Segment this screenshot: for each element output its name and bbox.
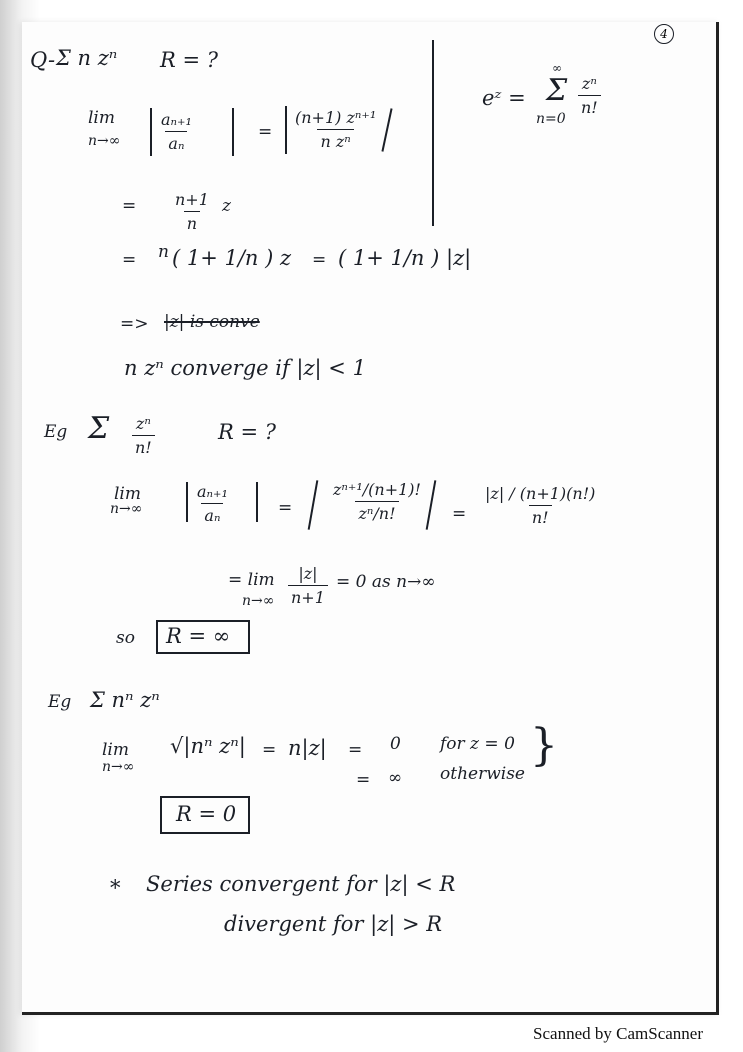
ex1-line2-frac — [172, 190, 212, 233]
ex2-den: n! — [132, 435, 155, 457]
ex1-line3-n: n — [158, 242, 169, 262]
ex1-line2-eq: = — [122, 196, 137, 216]
ex3-eq2: = — [348, 740, 363, 760]
side-sigma: Σ — [546, 73, 568, 108]
ex1-line3-paren: ( 1+ 1/n ) z — [172, 246, 292, 270]
ex2-mid-num: zⁿ⁺¹/(n+1)! — [333, 480, 421, 499]
ex1-series: Σ n zⁿ — [56, 46, 118, 70]
ex1-line3-result: ( 1+ 1/n ) |z| — [338, 246, 472, 270]
ex3-mid: n|z| — [288, 736, 327, 760]
note-line1: Series convergent for |z| < R — [146, 872, 456, 896]
ex1-conclusion: n zⁿ converge if |z| < 1 — [124, 356, 366, 380]
ex2-label: Eg — [44, 422, 68, 442]
ex2-mid-den: zⁿ/n! — [355, 501, 398, 523]
ex1-line2-num: n+1 — [175, 190, 209, 209]
page-number: 4 — [654, 24, 674, 44]
ex1-label: Q- — [30, 48, 56, 72]
ex1-expr-den: n zⁿ — [317, 129, 353, 151]
ex2-ratio-num: aₙ₊₁ — [197, 482, 228, 501]
ex2-result: R = ∞ — [166, 624, 231, 648]
ex1-implies: => — [120, 314, 149, 334]
ex3-lim-sub: n→∞ — [102, 759, 135, 775]
ex1-line3-eq: = — [122, 250, 137, 270]
ex2-lim-sub: n→∞ — [110, 501, 143, 517]
ex2-lim: lim — [114, 484, 141, 504]
scanner-footer: Scanned by CamScanner — [533, 1024, 703, 1043]
ex2-step-eq: = lim — [228, 570, 275, 590]
ex1-question: R = ? — [160, 48, 219, 72]
ex2-abs-right — [256, 482, 258, 522]
ex1-line3-eq2: = — [312, 250, 327, 270]
ex2-step-num: |z| — [298, 564, 318, 583]
side-lower: n=0 — [536, 111, 566, 127]
ex2-eq1: = — [278, 498, 293, 518]
abs-bar-right — [232, 108, 234, 156]
ex2-eq2: = — [452, 504, 467, 524]
ex3-case2-val: ∞ — [388, 768, 403, 788]
side-lhs: eᶻ = — [482, 86, 526, 110]
ex2-ratio — [194, 482, 231, 525]
side-num: zⁿ — [581, 74, 597, 93]
ex3-lim: lim — [102, 740, 129, 760]
abs-bar-left — [150, 108, 152, 156]
ex3-brace: } — [530, 720, 558, 771]
ex2-right-den: n! — [529, 505, 552, 527]
side-upper: ∞ — [552, 61, 562, 75]
ex3-case1-cond: for z = 0 — [440, 734, 515, 754]
ex2-ratio-den: aₙ — [201, 503, 223, 525]
ex3-case2-cond: otherwise — [440, 764, 525, 784]
ex1-lim: lim — [88, 108, 115, 128]
ex3-eq1: = — [262, 740, 277, 760]
ex1-line2-z: z — [222, 196, 231, 216]
ex1-line2-den: n — [184, 211, 200, 233]
ex3-result: R = 0 — [176, 802, 237, 826]
ex2-step-den: n+1 — [288, 585, 328, 607]
ex2-abs-left — [186, 482, 188, 522]
ex2-step-sub: n→∞ — [242, 593, 275, 609]
ex3-root: √|nⁿ zⁿ| — [170, 734, 246, 758]
ex3-series: Σ nⁿ zⁿ — [90, 688, 160, 712]
ex2-step-frac — [288, 564, 328, 607]
ex2-series: Σ — [88, 411, 110, 446]
ex2-mid — [330, 480, 424, 523]
ex1-expr-num: (n+1) zⁿ⁺¹ — [295, 108, 377, 127]
ex2-right — [482, 484, 598, 527]
ex1-eq: = — [258, 122, 273, 142]
ex2-question: R = ? — [218, 420, 277, 444]
ex2-term — [132, 414, 155, 457]
ex3-case1-val: 0 — [390, 734, 401, 754]
side-frac — [578, 74, 601, 117]
ex3-eq3: = — [356, 770, 371, 790]
note-star: * — [110, 876, 121, 900]
ex1-expr — [292, 108, 379, 151]
ex3-label: Eg — [48, 692, 72, 712]
abs-bar-left-2 — [285, 106, 287, 154]
ex1-lim-sub: n→∞ — [88, 133, 121, 149]
ex1-ratio-num: aₙ₊₁ — [161, 110, 192, 129]
ex1-struck: |z| is conve — [164, 312, 260, 332]
section-divider — [432, 40, 434, 226]
ex2-step-tail: = 0 as n→∞ — [336, 572, 436, 592]
ex1-ratio-den: aₙ — [165, 131, 187, 153]
ex1-ratio — [158, 110, 195, 153]
ex2-so: so — [116, 628, 135, 648]
ex2-num: zⁿ — [135, 414, 151, 433]
note-line2: divergent for |z| > R — [224, 912, 443, 936]
side-den: n! — [578, 95, 601, 117]
ex2-right-num: |z| / (n+1)(n!) — [485, 484, 596, 503]
